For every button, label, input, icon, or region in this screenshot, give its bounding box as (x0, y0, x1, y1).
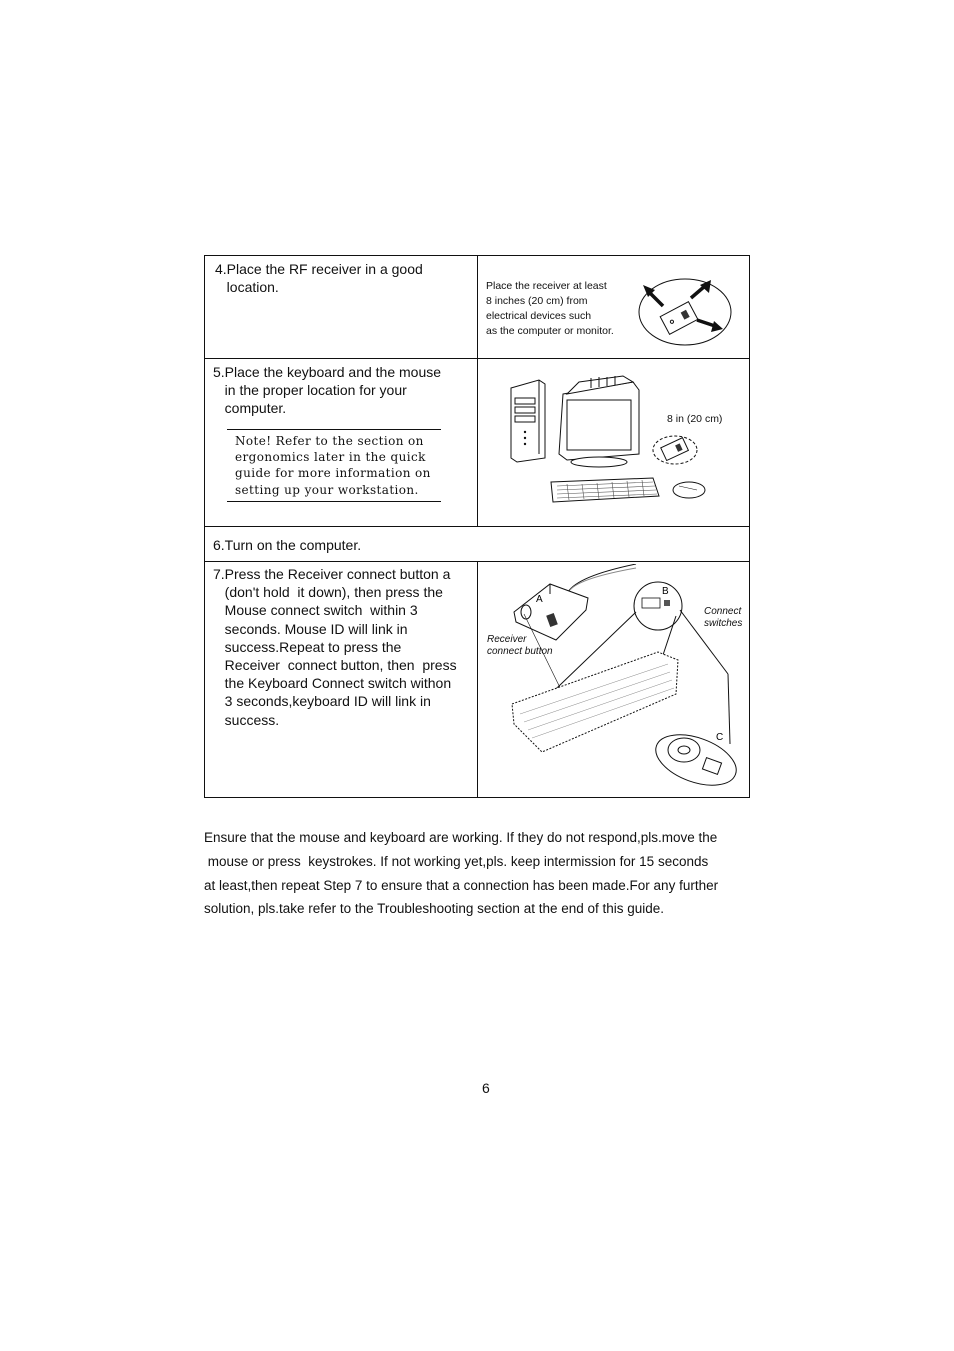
connect-illustration (508, 564, 748, 794)
label-c: C (716, 732, 724, 743)
connect-switches-label: Connect switches (704, 606, 743, 629)
step-7-text: 7.Press the Receiver connect button a (don't hold it down), then press the Mouse connect switch within 3 seconds. Mouse ID will link in success.Repeat to press the Receiver connect button, then press the Keyboard Connect switch withon 3 seconds,keyboard ID will link in success. (213, 566, 457, 728)
instruction-table (204, 255, 750, 798)
row-divider (205, 526, 749, 527)
column-divider (477, 561, 478, 798)
distance-label: 8 in (20 cm) (667, 413, 723, 425)
page-number: 6 (482, 1080, 490, 1096)
step-6-text: 6.Turn on the computer. (213, 537, 362, 553)
footer-paragraph: Ensure that the mouse and keyboard are working. If they do not respond,pls.move the mouse or press keystrokes. If not working yet,pls. keep intermission for 15 seconds at least,then repeat Step 7 to ensure that a connection has been made.For any further solution, pls.take refer to the Troubleshooting section at the end of this guide. (204, 830, 719, 917)
label-b: B (662, 586, 669, 597)
column-divider (477, 256, 478, 526)
label-a: A (536, 594, 543, 605)
computer-setup-illustration (507, 370, 737, 512)
receiver-button-label: Receiver connect button (487, 634, 553, 657)
receiver-placement-illustration (635, 270, 735, 350)
step-4-text: 4.Place the RF receiver in a good location. (215, 261, 423, 296)
step-4-caption: Place the receiver at least 8 inches (20 cm) from electrical devices such as the computer or monitor. (486, 280, 614, 337)
step-5-text: 5.Place the keyboard and the mouse in the proper location for your computer. (213, 364, 442, 417)
ergonomics-note: Note! Refer to the section on ergonomics later in the quick guide for more information on setting up your workstation. (227, 429, 441, 502)
